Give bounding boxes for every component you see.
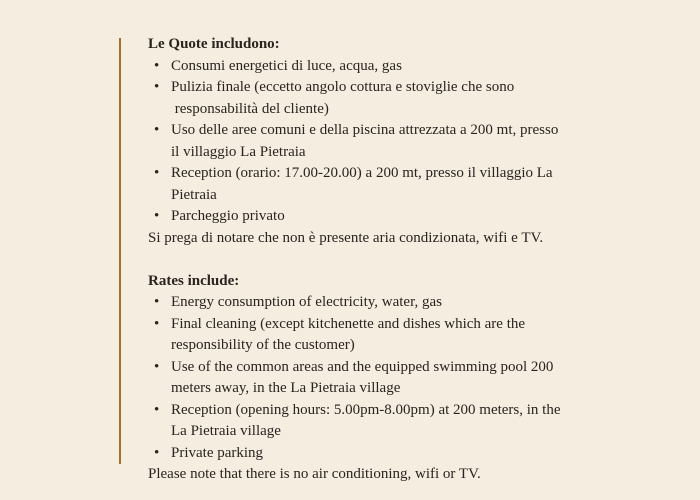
list-item: [148, 443, 648, 465]
list-item: [148, 163, 648, 206]
list-item: [148, 314, 648, 357]
list-item-continuation: Pietraia: [171, 186, 217, 203]
section-spacer: [148, 249, 648, 271]
list-item-text: Uso delle aree comuni e della piscina attrezzata a 200 mt, presso: [171, 122, 559, 138]
bullet-icon: •: [154, 208, 160, 224]
list-item-text: Reception (opening hours: 5.00pm-8.00pm) at 200 meters, in the: [171, 401, 561, 418]
list-item-text: Energy consumption of electricity, water, gas: [171, 294, 442, 310]
list-item: [148, 206, 648, 228]
list-item-continuation: responsabilità del cliente): [171, 100, 329, 117]
bullet-icon: •: [154, 358, 160, 375]
english-list: [148, 292, 648, 464]
list-item-text: Use of the common areas and the equipped swimming pool 200: [171, 358, 554, 375]
bullet-icon: •: [154, 294, 160, 310]
bullet-icon: •: [154, 315, 160, 332]
english-note: Please note that there is no air conditioning, wifi or TV.: [148, 466, 481, 482]
list-item-continuation: responsibility of the customer): [171, 337, 355, 353]
list-item-text: Reception (orario: 17.00-20.00) a 200 mt, presso il villaggio La: [171, 165, 553, 181]
list-item-text: Pulizia finale (eccetto angolo cottura e stoviglie che sono: [171, 79, 515, 95]
bullet-icon: •: [154, 57, 160, 74]
list-item: [148, 77, 648, 120]
italian-section: [148, 34, 648, 249]
rates-content: [148, 34, 648, 486]
list-item: [148, 120, 648, 163]
italian-note: Si prega di notare che non è presente aria condizionata, wifi e TV.: [148, 229, 544, 246]
list-item-continuation: meters away, in the La Pietraia village: [171, 380, 401, 396]
list-item: [148, 292, 648, 314]
list-item-continuation: il villaggio La Pietraia: [171, 143, 306, 160]
english-heading: Rates include:: [148, 272, 240, 289]
bullet-icon: •: [154, 444, 160, 461]
vertical-accent-rule: [119, 38, 121, 464]
bullet-icon: •: [154, 401, 160, 418]
list-item: [148, 357, 648, 400]
italian-list: [148, 56, 648, 228]
english-section: [148, 271, 648, 486]
list-item-continuation: La Pietraia village: [171, 423, 281, 439]
list-item-text: Final cleaning (except kitchenette and dishes which are the: [171, 315, 526, 332]
list-item-text: Consumi energetici di luce, acqua, gas: [171, 57, 402, 74]
bullet-icon: •: [154, 165, 160, 181]
bullet-icon: •: [154, 122, 160, 138]
list-item: [148, 400, 648, 443]
list-item: [148, 56, 648, 78]
italian-heading: Le Quote includono:: [148, 36, 280, 52]
bullet-icon: •: [154, 79, 160, 95]
list-item-text: Private parking: [171, 444, 264, 461]
list-item-text: Parcheggio privato: [171, 208, 285, 224]
